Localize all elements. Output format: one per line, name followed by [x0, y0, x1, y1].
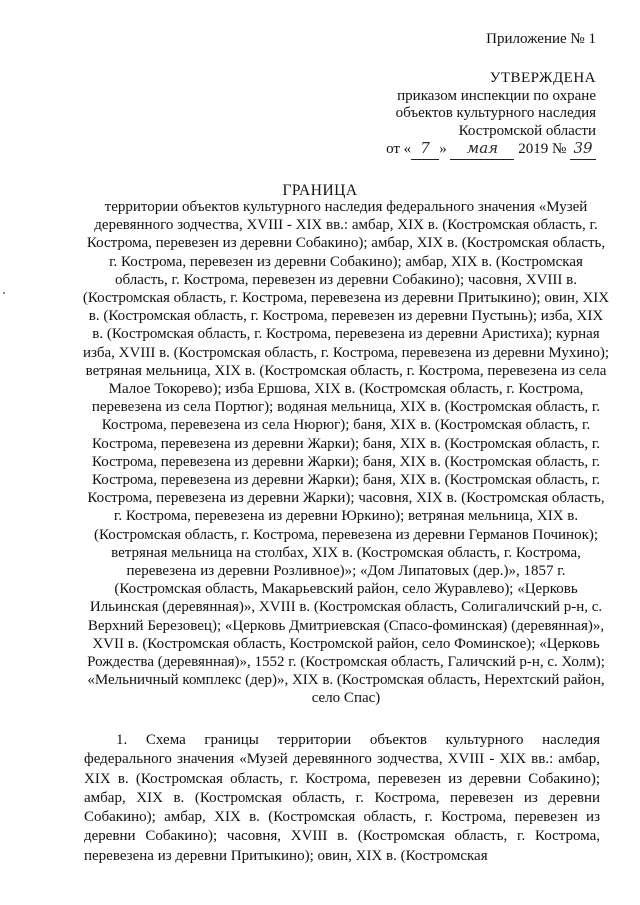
order-month-handwritten: мая [466, 139, 499, 157]
approval-heading: УТВЕРЖДЕНА [489, 70, 596, 86]
approval-line-1: приказом инспекции по охране [397, 87, 596, 104]
approval-block [316, 70, 596, 160]
approval-line-2: объектов культурного наследия [395, 105, 596, 121]
order-date-line [316, 140, 596, 160]
order-number-handwritten: 39 [573, 139, 593, 157]
document-title: ГРАНИЦА [282, 182, 358, 199]
boundary-description: территории объектов культурного наследия федерального значения «Музей деревянного зодчества, XVIII - XIX вв.: амбар, XIX в. (Костромская область, г. Кострома, перевезен из деревни Собакино); амбар, XIX в. (Костромская область, г. Кострома, перевезен из деревни Собакино); амбар, XIX в. (Костромская область, г. Кострома, перевезен из деревни Собакино); часовня, XVIII в. (Костромская область, г. Кострома, перевезена из деревни Притыкино); овин, XIX в. (Костромская область, г. Кострома, перевезен из деревни Пустынь); изба, XIX в. (Костромская область, г. Кострома, перевезена из деревни Аристиха); курная изба, XVIII в. (Костромская область, г. Кострома, перевезена из деревни Мухино); ветряная мельница, XIX в. (Костромская область, г. Кострома, перевезена из села Малое Токорево); изба Ершова, XIX в. (Костромская область, г. Кострома, перевезена из села Портюг); водяная мельница, XIX в. (Костромская область, г. Кострома, перевезена из села Нюрюг); баня, XIX в. (Костромская область, г. Кострома, перевезена из деревни Жарки); баня, XIX в. (Костромская область, г. Кострома, перевезена из деревни Жарки); баня, XIX в. (Костромская область, г. Кострома, перевезена из деревни Жарки); баня, XIX в. (Костромская область, г. Кострома, перевезена из деревни Жарки); часовня, XIX в. (Костромская область, г. Кострома, перевезена из деревни Юркино); ветряная мельница, XIX в. (Костромская область, г. Кострома, перевезена из деревни Германов Починок); ветряная мельница на столбах, XIX в. (Костромская область, г. Кострома, перевезена из деревни Розливное)»; «Дом Липатовых (дер.)», 1857 г. (Костромская область, Макарьевский район, село Журавлево); «Церковь Ильинская (деревянная)», XVIII в. (Костромская область, Солигаличский р-н, с. Верхний Березовец); «Церковь Дмитриевская (Спасо-фоминская) (деревянная)», XVII в. (Костромская область, Костромской район, село Фоминское); «Церковь Рождества (деревянная)», 1552 г. (Костромская область, Галичский р-н, с. Холм); «Мельничный комплекс (дер)», XIX в. (Костромская область, Нерехтский район, село Спас) [82, 199, 610, 707]
margin-mark [3, 292, 5, 294]
order-mid: » [439, 141, 451, 157]
appendix-label: Приложение № 1 [486, 31, 596, 47]
order-year: 2019 № [514, 141, 570, 157]
order-day-handwritten: 7 [420, 139, 430, 157]
order-number-field [570, 140, 596, 160]
order-prefix: от « [386, 141, 412, 157]
order-day-field [411, 140, 439, 160]
order-month-field [450, 140, 514, 160]
paragraph-1: 1. Схема границы территории объектов культурного наследия федерального значения «Музей деревянного зодчества, XVIII - XIX вв.: амбар, XIX в. (Костромская область, г. Кострома, перевезен из деревни Собакино); амбар, XIX в. (Костромская область, г. Кострома, перевезен из деревни Собакино); амбар, XIX в. (Костромская область, г. Кострома, перевезен из деревни Собакино); часовня, XVIII в. (Костромская область, г. Кострома, перевезена из деревни Притыкино); овин, XIX в. (Костромская [84, 732, 600, 864]
approval-line-3: Костромской области [458, 122, 596, 139]
